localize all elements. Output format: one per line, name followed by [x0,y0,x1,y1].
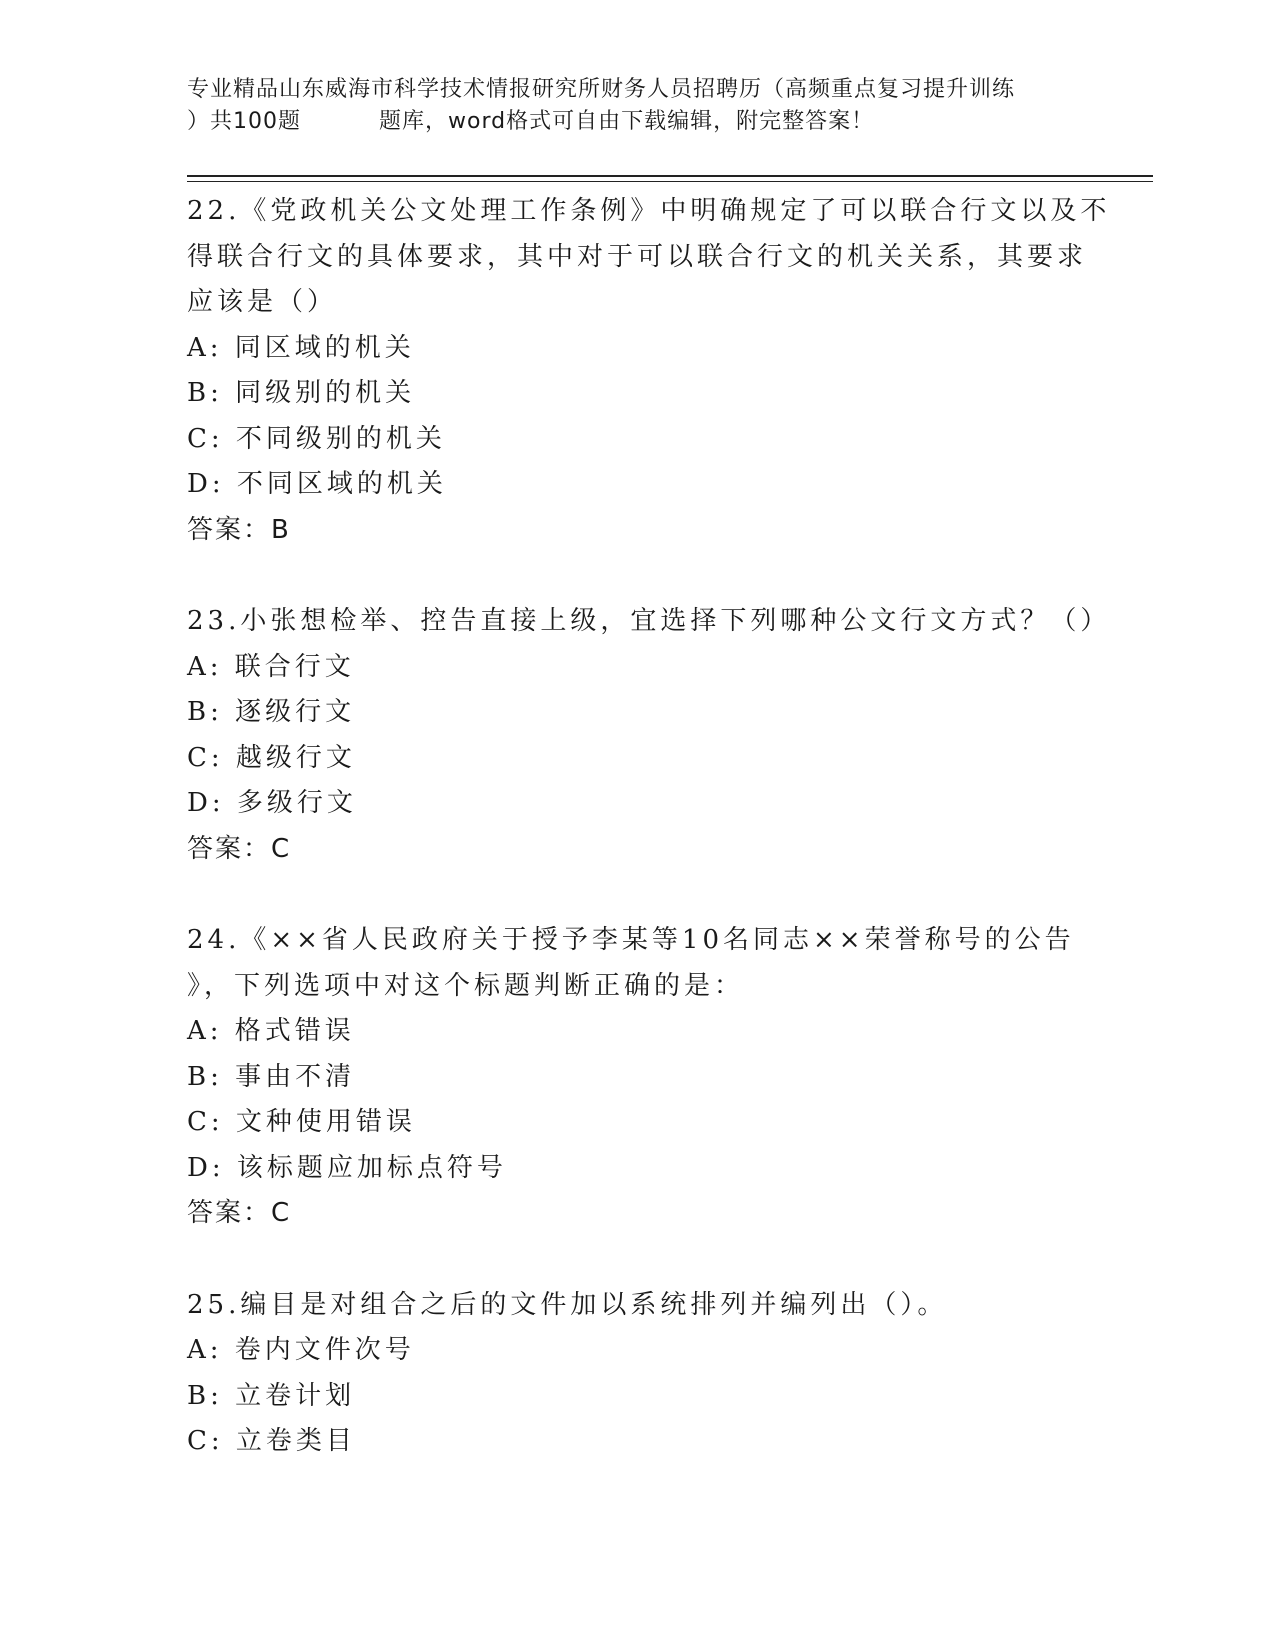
option-d: D: 多级行文 [187,788,357,818]
option-c: C: 立卷类目 [187,1426,356,1456]
option-a: A: 同区域的机关 [187,332,415,363]
answer-line: 答案：C [187,1198,292,1228]
question-23 [187,599,1111,872]
header-line-1: 专业精品山东威海市科学技术情报研究所财务人员招聘历（高频重点复习提升训练 [187,77,1016,102]
option-c: C: 文种使用错误 [187,1107,416,1137]
question-stem-line: 25.编目是对组合之后的文件加以系统排列并编列出（）。 [187,1289,948,1320]
option-b: B: 同级别的机关 [187,378,416,408]
question-stem-line: 22.《党政机关公文处理工作条例》中明确规定了可以联合行文以及不 [187,196,1111,226]
header-divider-thin [187,181,1153,182]
document-page [187,0,1157,1650]
header-line-2 [187,106,1087,138]
answer-line: 答案：C [187,833,292,864]
question-stem-line: 23.小张想检举、控告直接上级，宜选择下列哪种公文行文方式？（） [187,606,1111,636]
option-a: A: 格式错误 [187,1016,355,1046]
option-d: D: 不同区域的机关 [187,469,447,499]
option-b: B: 立卷计划 [187,1380,356,1411]
question-24 [187,918,1075,1237]
header-divider-thick [187,175,1153,177]
option-c: C: 不同级别的机关 [187,423,446,454]
option-b: B: 逐级行文 [187,697,356,727]
question-stem-line: 应该是（） [187,287,338,317]
document-header [187,74,1087,138]
question-list [187,189,1111,1511]
question-stem-line: 得联合行文的具体要求，其中对于可以联合行文的机关关系，其要求 [187,241,1088,272]
option-c: C: 越级行文 [187,742,356,773]
question-stem-line: 24.《××省人民政府关于授予李某等10名同志××荣誉称号的公告 [187,925,1075,955]
option-a: A: 联合行文 [187,651,355,682]
question-stem-line: 》，下列选项中对这个标题判断正确的是： [187,970,745,1001]
header-line-2-left: ）共100题 [187,109,301,134]
question-22 [187,189,1111,553]
question-25 [187,1283,1067,1465]
option-b: B: 事由不清 [187,1061,356,1092]
header-line-2-right: 题库，word格式可自由下载编辑，附完整答案！ [379,109,875,134]
option-a: A: 卷内文件次号 [187,1335,415,1365]
option-d: D: 该标题应加标点符号 [187,1152,507,1183]
answer-line: 答案：B [187,514,291,545]
